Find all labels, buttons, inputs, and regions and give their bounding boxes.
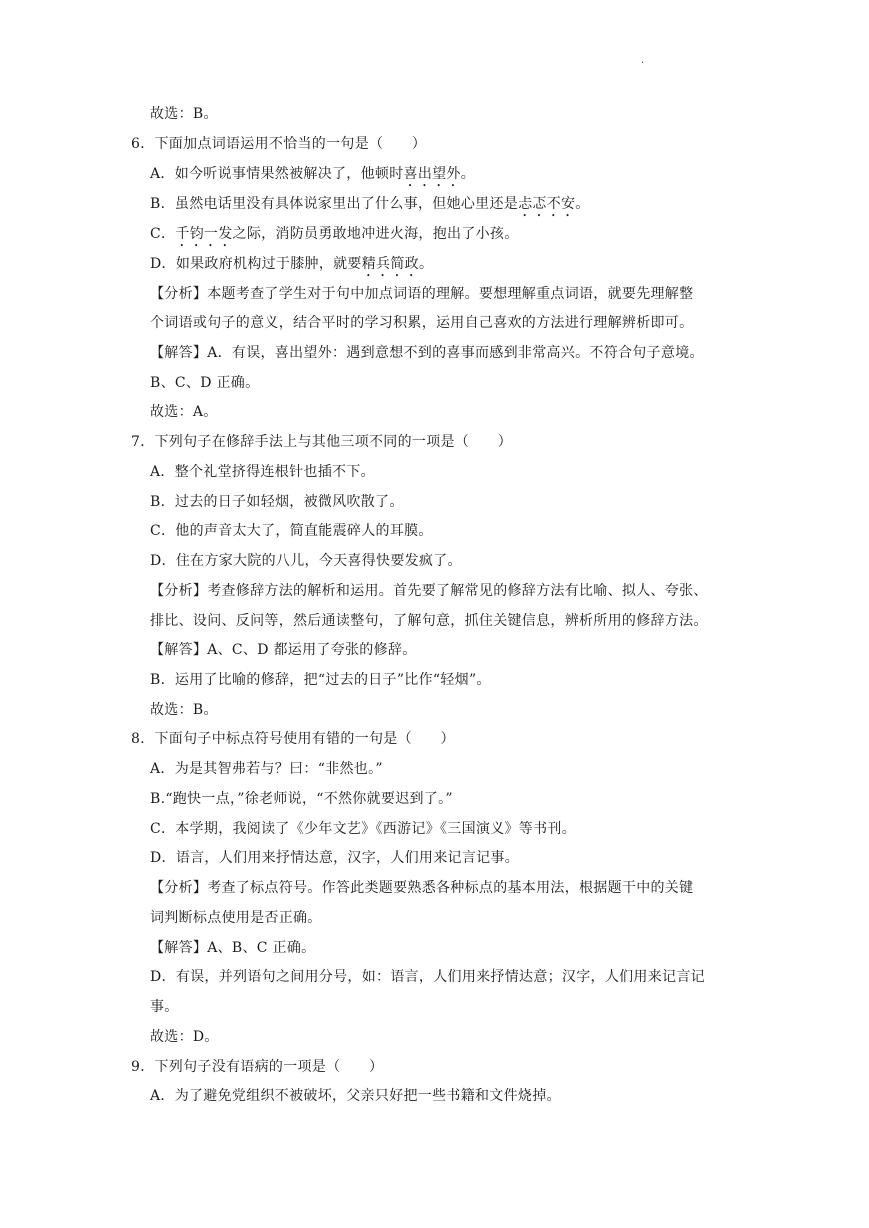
question-7-analysis-2: 排比、设问、反问等，然后通读整句，了解句意，抓住关键信息，辨析所用的修辞方法。 bbox=[150, 613, 708, 629]
question-8-analysis-2: 词判断标点使用是否正确。 bbox=[150, 910, 322, 926]
question-6-answer-1: 【解答】A．有误，喜出望外：遇到意想不到的喜事而感到非常高兴。不符合句子意境。 bbox=[150, 345, 704, 361]
question-6-analysis-2: 个词语或句子的意义，结合平时的学习积累，运用自己喜欢的方法进行理解辨析即可。 bbox=[150, 315, 694, 331]
option-text: 之际，消防员勇敢地冲进火海，抱出了小孩。 bbox=[232, 226, 519, 242]
option-text: D．如果政府机构过于膝肿，就要 bbox=[150, 256, 362, 272]
question-8-option-d: D．语言，人们用来抒情达意，汉字，人们用来记言记事。 bbox=[150, 850, 520, 866]
dotted-word: 精兵简政 bbox=[361, 256, 419, 272]
dotted-word: 忐忑不安 bbox=[518, 196, 576, 212]
question-9-stem: 9．下列句子没有语病的一项是（ ） bbox=[131, 1059, 384, 1075]
question-7-option-a: A．整个礼堂挤得连根针也插不下。 bbox=[150, 464, 375, 480]
question-7-option-b: B．过去的日子如轻烟，被微风吹散了。 bbox=[150, 494, 404, 510]
question-7-analysis-1: 【分析】考查修辞方法的解析和运用。首先要了解常见的修辞方法有比喻、拟人、夸张、 bbox=[150, 583, 708, 599]
option-text: C． bbox=[150, 226, 176, 242]
dotted-word: 千钧一发 bbox=[175, 226, 233, 242]
question-8-analysis-1: 【分析】考查了标点符号。作答此类题要熟悉各种标点的基本用法，根据题干中的关键 bbox=[150, 880, 694, 896]
question-7-answer-2: B．运用了比喻的修辞，把“过去的日子”比作“轻烟”。 bbox=[150, 672, 491, 688]
question-7-answer-3: 故选：B。 bbox=[150, 702, 218, 718]
question-7-stem: 7．下列句子在修辞手法上与其他三项不同的一项是（ ） bbox=[131, 434, 513, 450]
question-7-option-c: C．他的声音太大了，简直能震碎人的耳膜。 bbox=[150, 523, 433, 539]
question-8-answer-3: 事。 bbox=[150, 999, 179, 1015]
option-text: 。 bbox=[575, 196, 590, 212]
question-8-answer-2: D．有误，并列语句之间用分号，如：语言，人们用来抒情达意；汉字，人们用来记言记 bbox=[150, 969, 705, 985]
dotted-word: 喜出望外 bbox=[403, 166, 461, 182]
question-6-stem: 6．下面加点词语运用不恰当的一句是（ ） bbox=[131, 136, 427, 152]
question-8-option-a: A．为是其智弗若与？曰：“非然也。” bbox=[150, 761, 383, 777]
question-6-option-b bbox=[150, 194, 590, 220]
question-6-analysis-1: 【分析】本题考查了学生对于句中加点词语的理解。要想理解重点词语，就要先理解整 bbox=[150, 286, 694, 302]
question-8-stem: 8．下面句子中标点符号使用有错的一句是（ ） bbox=[131, 731, 455, 747]
question-8-option-b: B.“跑快一点，”徐老师说，“不然你就要迟到了。” bbox=[150, 791, 453, 807]
option-text: 。 bbox=[460, 166, 476, 182]
option-text: B．虽然电话里没有具体说家里出了什么事，但她心里还是 bbox=[150, 196, 519, 212]
question-8-answer-1: 【解答】A、B、C 正确。 bbox=[150, 940, 316, 956]
question-6-option-a bbox=[150, 164, 475, 190]
question-7-answer-1: 【解答】A、C、D 都运用了夸张的修辞。 bbox=[150, 642, 417, 658]
corner-mark: . bbox=[641, 55, 645, 66]
question-6-answer-3: 故选：A。 bbox=[150, 404, 218, 420]
option-text: A．如今听说事情果然被解决了，他顿时 bbox=[150, 166, 404, 182]
answer-line: 故选：B。 bbox=[150, 106, 218, 122]
question-6-option-d bbox=[150, 254, 433, 280]
question-9-option-a: A．为了避免党组织不被破坏，父亲只好把一些书籍和文件烧掉。 bbox=[150, 1088, 561, 1104]
question-6-option-c bbox=[150, 224, 519, 250]
question-7-option-d: D．住在方家大院的八儿，今天喜得快要发疯了。 bbox=[150, 553, 462, 569]
question-8-answer-4: 故选：D。 bbox=[150, 1029, 219, 1045]
question-8-option-c: C．本学期，我阅读了《少年文艺》《西游记》《三国演义》等书刊。 bbox=[150, 821, 577, 837]
option-text: 。 bbox=[418, 256, 434, 272]
question-6-answer-2: B、C、D 正确。 bbox=[150, 375, 260, 391]
